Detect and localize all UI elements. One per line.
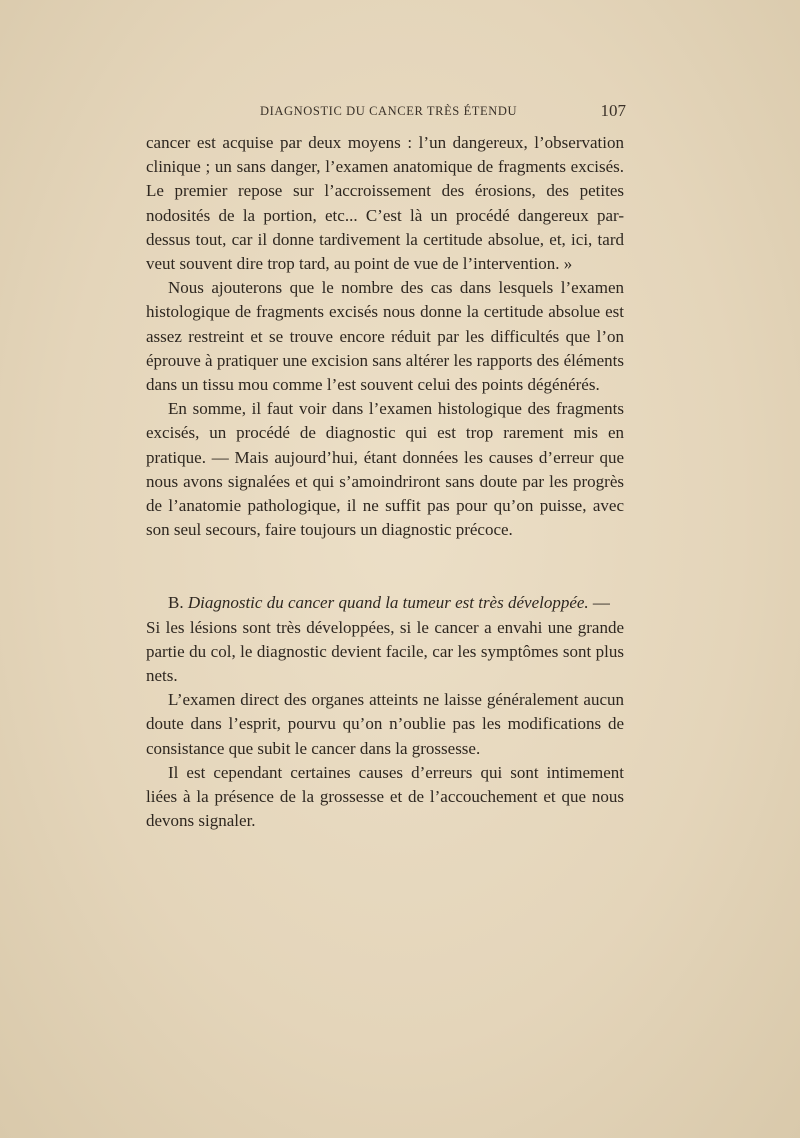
paragraph: Nous ajouterons que le nombre des cas dans lesquels l’examen histologique de fragments excisés nous donne la certitude absolue est assez restreint et se trouve encore réduit par les difficultés que l’on éprouve à pratiquer une excision sans altérer les rapports des éléments dans un tissu mou comme l’est souvent celui des points dégénérés. bbox=[146, 278, 624, 395]
page-header bbox=[146, 101, 626, 124]
paragraph-continuation: cancer est acquise par deux moyens : l’un dangereux, l’observation clinique ; un sans danger, l’examen anatomique de fragments excisés. Le premier repose sur l’accroissement des érosions, des petites nodosités de la portion, etc... C’est là un procédé dangereux par-dessus tout, car il donne tardivement la certitude absolue, et, ici, tard veut souvent dire trop tard, au point de vue de l’intervention. » bbox=[146, 133, 624, 274]
paragraph: Il est cependant certaines causes d’erreurs qui sont intimement liées à la présence de la grossesse et de l’accouchement et que nous devons signaler. bbox=[146, 762, 624, 831]
section-title: Diagnostic du cancer quand la tumeur est très développée. bbox=[187, 593, 589, 613]
paragraph: L’examen direct des organes atteints ne laisse généralement aucun doute dans l’esprit, pourvu qu’on n’oublie pas les modifications de consistance que subit le cancer dans la grossesse. bbox=[146, 690, 624, 758]
section-dash: — bbox=[588, 593, 610, 613]
paragraph: En somme, il faut voir dans l’examen histologique des fragments excisés, un procédé de diagnostic qui est trop rarement mis en pratique. — Mais aujourd’hui, étant données les causes d’erreur que nous avons signalées et qui s’amoindriront sans doute par les progrès de l’anatomie pathologique, il ne suffit pas pour qu’on puisse, avec son seul secours, faire toujours un diagnostic précoce. bbox=[146, 399, 624, 540]
section-intro: Si les lésions sont très développées, si le cancer a envahi une grande partie du col, le diagnostic devient facile, car les symptômes sont plus nets. bbox=[146, 617, 624, 686]
section-letter: B. bbox=[168, 593, 184, 613]
running-title: DIAGNOSTIC DU CANCER TRÈS ÉTENDU bbox=[260, 104, 518, 118]
section-spacer bbox=[146, 542, 624, 591]
page-number: 107 bbox=[600, 101, 626, 120]
section-heading-paragraph bbox=[146, 591, 624, 615]
body-text bbox=[146, 131, 624, 833]
